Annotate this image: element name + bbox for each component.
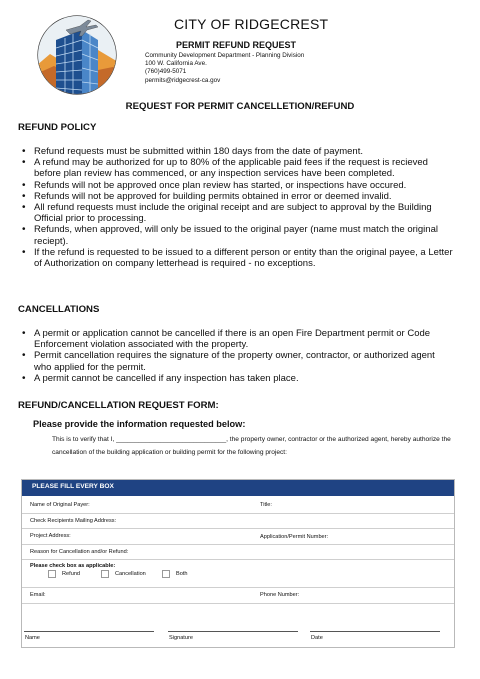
verification-statement: This is to verify that I, ______________________________, the property owner, contractor or the authorized agent, hereby authorize the cancellation of the building application or building permit for the following project: <box>52 436 451 457</box>
list-item: • Refund requests must be submitted within 180 days from the date of payment. <box>22 146 454 157</box>
email-line: permits@ridgecrest-ca.gov <box>145 76 221 84</box>
email-field[interactable]: Email: <box>30 592 46 598</box>
list-item: • A permit or application cannot be cancelled if there is an open Fire Department permit or Code Enforcement violation associated with the property. <box>22 328 454 350</box>
document-header <box>0 0 480 100</box>
phone-line: (760)499-5071 <box>145 68 187 76</box>
phone-number-field[interactable]: Phone Number: <box>260 592 300 598</box>
list-item: • A refund may be authorized for up to 80% of the applicable paid fees if the request is recieved before plan review has commenced, or any inspection services have been completed. <box>22 157 454 179</box>
signature-label: Signature <box>169 635 193 641</box>
form-row-contact <box>22 588 454 604</box>
form-subheading: Please provide the information requested below: <box>33 419 246 429</box>
check-prompt: Please check box as applicable: <box>30 563 116 569</box>
city-name: CITY OF RIDGECREST <box>174 16 329 32</box>
refund-checkbox[interactable] <box>48 570 56 578</box>
form-heading: REFUND/CANCELLATION REQUEST FORM: <box>18 400 219 411</box>
refund-label: Refund <box>62 571 81 577</box>
both-checkbox[interactable] <box>162 570 170 578</box>
refund-policy-list <box>22 146 454 269</box>
name-line[interactable] <box>24 631 154 632</box>
city-seal-icon <box>36 14 118 96</box>
date-label: Date <box>311 635 323 641</box>
address-line: 100 W. California Ave. <box>145 60 207 68</box>
list-item: • Permit cancellation requires the signature of the property owner, contractor, or authorized agent who applied for the permit. <box>22 350 454 372</box>
refund-option[interactable] <box>48 570 80 578</box>
original-payer-field[interactable]: Name of Original Payer: <box>30 502 90 508</box>
list-item: • A permit cannot be cancelled if any inspection has taken place. <box>22 373 454 384</box>
form-row-payer <box>22 496 454 514</box>
name-label: Name <box>25 635 40 641</box>
form-row-mailing <box>22 514 454 529</box>
cancellation-checkbox[interactable] <box>101 570 109 578</box>
department-contact <box>145 52 304 85</box>
cancellations-list <box>22 328 454 384</box>
reason-field[interactable]: Reason for Cancellation and/or Refund: <box>30 549 129 555</box>
refund-policy-heading: REFUND POLICY <box>18 122 97 133</box>
page-title: REQUEST FOR PERMIT CANCELLETION/REFUND <box>125 101 355 112</box>
list-item: • Refunds will not be approved for building permits obtained in error or deemed invalid. <box>22 191 454 202</box>
both-option[interactable] <box>162 570 188 578</box>
request-form <box>21 479 455 648</box>
cancellation-option[interactable] <box>101 570 146 578</box>
list-item: • Refunds will not be approved once plan review has started, or inspections have occured. <box>22 180 454 191</box>
document-title: PERMIT REFUND REQUEST <box>176 40 297 50</box>
project-address-field[interactable]: Project Address: <box>30 533 71 539</box>
title-field[interactable]: Title: <box>260 502 272 508</box>
signature-line[interactable] <box>168 631 298 632</box>
date-line[interactable] <box>310 631 440 632</box>
mailing-address-field[interactable]: Check Recipients Mailing Address: <box>30 518 117 524</box>
cancellation-label: Cancellation <box>115 571 146 577</box>
cancellations-heading: CANCELLATIONS <box>18 304 100 315</box>
form-row-reason <box>22 545 454 560</box>
list-item: • If the refund is requested to be issued to a different person or entity than the original payee, a Letter of Authorization on company letterhead is required - no exceptions. <box>22 247 454 269</box>
list-item: • Refunds, when approved, will only be issued to the original payer (name must match the original reciept). <box>22 224 454 246</box>
permit-number-field[interactable]: Application/Permit Number: <box>260 534 329 540</box>
form-row-options <box>22 560 454 588</box>
form-banner: PLEASE FILL EVERY BOX <box>22 480 454 496</box>
department-line: Community Development Department - Planning Division <box>145 52 305 59</box>
both-label: Both <box>176 571 188 577</box>
form-row-project <box>22 529 454 545</box>
list-item: • All refund requests must include the original receipt and are subject to approval by the Building Official prior to processing. <box>22 202 454 224</box>
